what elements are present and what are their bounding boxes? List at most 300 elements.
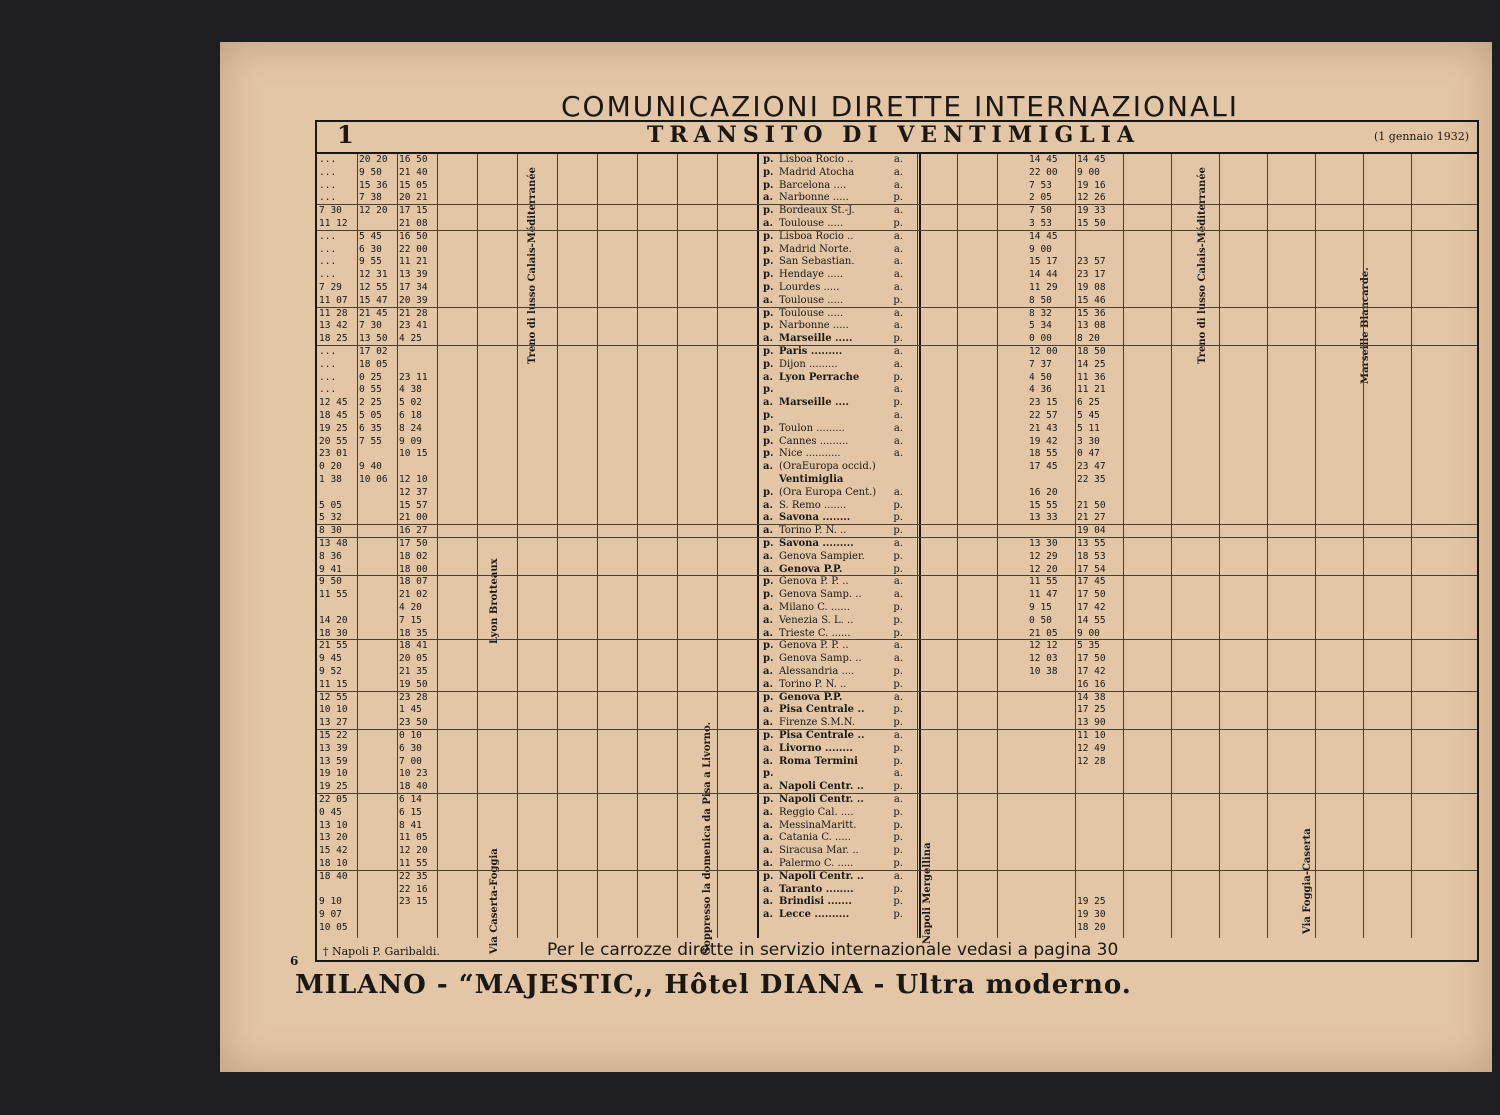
napoli-mergellina-label: Napoli Mergellina bbox=[922, 842, 933, 944]
time-cell: 8 20 bbox=[1077, 333, 1100, 345]
time-cell: ... bbox=[319, 243, 337, 255]
time-cell: 10 06 bbox=[359, 474, 388, 485]
time-cell: ... bbox=[319, 166, 337, 178]
station-name: Napoli Centr. .. bbox=[779, 870, 864, 882]
time-cell: 3 53 bbox=[1029, 218, 1052, 229]
time-cell: 12 55 bbox=[359, 282, 388, 293]
station-name: Genova Samp. .. bbox=[779, 653, 862, 665]
station-arr-dep: a. bbox=[893, 410, 903, 421]
time-cell: 8 32 bbox=[1029, 307, 1052, 319]
time-cell: 11 29 bbox=[1029, 282, 1058, 293]
time-cell: 13 39 bbox=[319, 742, 348, 754]
time-cell: 17 02 bbox=[359, 346, 388, 357]
time-cell: 15 55 bbox=[1029, 499, 1058, 511]
time-cell: 11 28 bbox=[319, 307, 348, 319]
station-dep-arr: p. bbox=[763, 794, 774, 805]
time-cell: 11 21 bbox=[1077, 384, 1106, 396]
time-cell: 11 47 bbox=[1029, 589, 1058, 601]
station-arr-dep: p. bbox=[893, 218, 903, 229]
station-name: (OraEuropa occid.) bbox=[779, 461, 876, 473]
section-divider bbox=[317, 793, 1477, 794]
time-cell: 5 45 bbox=[1077, 410, 1100, 421]
station-row bbox=[763, 192, 915, 203]
time-cell: 12 10 bbox=[399, 474, 428, 485]
station-row bbox=[763, 231, 915, 242]
station-column bbox=[757, 154, 921, 938]
time-cell: 17 54 bbox=[1077, 563, 1106, 575]
time-cell: 9 41 bbox=[319, 563, 342, 575]
time-cell: 15 46 bbox=[1077, 294, 1106, 306]
time-cell: 12 00 bbox=[1029, 346, 1058, 357]
time-cell: 16 50 bbox=[399, 230, 428, 242]
station-dep-arr: a. bbox=[763, 294, 773, 306]
luxury-train-label-right: Treno di lusso Calais-Méditerranée bbox=[1197, 166, 1208, 364]
station-row bbox=[763, 295, 915, 306]
station-arr-dep: a. bbox=[893, 243, 903, 255]
time-cell: 9 10 bbox=[319, 896, 342, 908]
station-name: Toulouse ..... bbox=[779, 294, 844, 306]
time-cell: 18 25 bbox=[319, 333, 348, 345]
section-divider bbox=[317, 230, 1477, 231]
time-cell: 15 22 bbox=[319, 730, 348, 741]
soppresso-label: Soppresso la domenica da Pisa a Livorno. bbox=[702, 721, 713, 954]
station-arr-dep: p. bbox=[893, 614, 903, 626]
section-divider bbox=[317, 204, 1477, 205]
station-row bbox=[763, 154, 915, 165]
station-name: Toulouse ..... bbox=[779, 307, 844, 319]
time-cell: 12 28 bbox=[1077, 755, 1106, 767]
station-row bbox=[763, 333, 915, 344]
time-cell: 12 20 bbox=[1029, 563, 1058, 575]
time-cell: 18 20 bbox=[1077, 922, 1106, 933]
time-cell: 3 30 bbox=[1077, 435, 1100, 447]
station-row bbox=[763, 858, 915, 869]
station-arr-dep: a. bbox=[893, 205, 903, 217]
time-cell: 21 35 bbox=[399, 666, 428, 677]
time-cell: 13 48 bbox=[319, 538, 348, 549]
time-cell: 7 38 bbox=[359, 192, 382, 204]
station-arr-dep: a. bbox=[893, 346, 903, 357]
station-row bbox=[763, 256, 915, 267]
time-cell: 0 55 bbox=[359, 384, 382, 396]
time-cell: 6 30 bbox=[399, 742, 422, 754]
station-dep-arr: a. bbox=[763, 717, 773, 729]
station-dep-arr: p. bbox=[763, 640, 774, 652]
time-cell: 19 25 bbox=[319, 422, 348, 434]
time-cell: 17 34 bbox=[399, 282, 428, 293]
station-row bbox=[763, 320, 915, 331]
time-cell: 6 15 bbox=[399, 806, 422, 818]
station-dep-arr: a. bbox=[763, 666, 773, 677]
station-row bbox=[763, 205, 915, 216]
via-foggia-label: Via Foggia-Caserta bbox=[1302, 828, 1313, 934]
station-dep-arr: a. bbox=[763, 563, 773, 575]
station-row bbox=[763, 909, 915, 920]
time-cell: 15 05 bbox=[399, 179, 428, 191]
time-cell: 0 50 bbox=[1029, 614, 1052, 626]
station-arr-dep: a. bbox=[893, 384, 903, 396]
time-cell: 12 29 bbox=[1029, 550, 1058, 562]
left_column-column bbox=[397, 154, 438, 938]
time-cell: 21 40 bbox=[399, 166, 428, 178]
time-cell: 13 90 bbox=[1077, 717, 1106, 729]
station-dep-arr: p. bbox=[763, 282, 774, 293]
station-row bbox=[763, 500, 915, 511]
station-name: Venezia S. L. .. bbox=[779, 614, 854, 626]
time-cell: 7 55 bbox=[359, 435, 382, 447]
time-cell: 5 32 bbox=[319, 512, 342, 524]
lyon-brotteaux-label: Lyon Brotteaux bbox=[489, 558, 500, 644]
station-name: Genova P. P. .. bbox=[779, 640, 849, 652]
station-row bbox=[763, 372, 915, 383]
station-dep-arr: a. bbox=[763, 602, 773, 613]
time-cell: 18 50 bbox=[1077, 346, 1106, 357]
time-cell: 9 45 bbox=[319, 653, 342, 665]
station-arr-dep: a. bbox=[893, 320, 903, 332]
time-cell: 17 25 bbox=[1077, 704, 1106, 716]
time-cell: 5 02 bbox=[399, 397, 422, 409]
table-number: 1 bbox=[337, 120, 354, 149]
station-dep-arr: p. bbox=[763, 768, 774, 780]
station-name: Torino P. N. .. bbox=[779, 678, 847, 690]
time-cell: 0 10 bbox=[399, 730, 422, 741]
station-arr-dep: a. bbox=[893, 691, 903, 703]
station-arr-dep: p. bbox=[893, 666, 903, 677]
station-name: Nice ........... bbox=[779, 448, 841, 460]
time-cell: 19 10 bbox=[319, 768, 348, 780]
station-arr-dep: a. bbox=[893, 422, 903, 434]
station-row bbox=[763, 679, 915, 690]
station-arr-dep: a. bbox=[893, 166, 903, 178]
time-cell: 21 05 bbox=[1029, 627, 1058, 639]
station-row bbox=[763, 448, 915, 459]
time-cell: 0 00 bbox=[1029, 333, 1052, 345]
station-dep-arr: p. bbox=[763, 422, 774, 434]
grid-column-rule bbox=[437, 154, 438, 938]
station-row bbox=[763, 384, 915, 395]
station-name: Torino P. N. .. bbox=[779, 525, 847, 537]
page-title: COMUNICAZIONI DIRETTE INTERNAZIONALI bbox=[561, 90, 1239, 123]
station-arr-dep: a. bbox=[893, 870, 903, 882]
station-name: Lecce .......... bbox=[779, 909, 850, 921]
station-row bbox=[763, 244, 915, 255]
station-name: Lisboa Rocio .. bbox=[779, 230, 854, 242]
time-cell: 13 55 bbox=[1077, 538, 1106, 549]
station-dep-arr: a. bbox=[763, 678, 773, 690]
station-dep-arr: a. bbox=[763, 614, 773, 626]
station-dep-arr: p. bbox=[763, 269, 774, 281]
station-row bbox=[763, 359, 915, 370]
station-row bbox=[763, 436, 915, 447]
time-cell: 9 40 bbox=[359, 461, 382, 473]
station-name: Barcelona .... bbox=[779, 179, 847, 191]
station-arr-dep: a. bbox=[893, 589, 903, 601]
station-row bbox=[763, 628, 915, 639]
section-divider bbox=[317, 345, 1477, 346]
time-cell: 14 20 bbox=[319, 614, 348, 626]
table-title: TRANSITO DI VENTIMIGLIA bbox=[647, 122, 1141, 148]
station-name: Roma Termini bbox=[779, 755, 858, 767]
station-dep-arr: a. bbox=[763, 704, 773, 716]
time-cell: 9 50 bbox=[359, 166, 382, 178]
advert-banner: MILANO - “MAJESTIC,, Hôtel DIANA - Ultra moderno. bbox=[295, 970, 1132, 1000]
time-cell: 9 52 bbox=[319, 666, 342, 677]
time-cell: 13 20 bbox=[319, 832, 348, 844]
station-row bbox=[763, 884, 915, 895]
station-row bbox=[763, 461, 915, 472]
time-cell: 23 15 bbox=[399, 896, 428, 908]
station-dep-arr: a. bbox=[763, 883, 773, 895]
station-arr-dep: p. bbox=[893, 294, 903, 306]
time-cell: 12 55 bbox=[319, 691, 348, 703]
station-row bbox=[763, 730, 915, 741]
station-dep-arr: a. bbox=[763, 218, 773, 229]
station-name: Genova P. P. .. bbox=[779, 576, 849, 588]
time-cell: 19 42 bbox=[1029, 435, 1058, 447]
station-name: Reggio Cal. .... bbox=[779, 806, 854, 818]
time-cell: 4 25 bbox=[399, 333, 422, 345]
station-row bbox=[763, 871, 915, 882]
station-row bbox=[763, 768, 915, 779]
time-cell: 16 27 bbox=[399, 525, 428, 537]
timetable-page bbox=[220, 42, 1492, 1072]
time-cell: 19 33 bbox=[1077, 205, 1106, 217]
time-cell: 17 50 bbox=[1077, 589, 1106, 601]
time-cell: 13 50 bbox=[359, 333, 388, 345]
time-cell: 14 44 bbox=[1029, 269, 1058, 281]
station-name: Lisboa Rocio .. bbox=[779, 154, 854, 165]
station-name: Madrid Norte. bbox=[779, 243, 852, 255]
station-arr-dep: a. bbox=[893, 230, 903, 242]
time-cell: 5 05 bbox=[359, 410, 382, 421]
time-cell: 18 53 bbox=[1077, 550, 1106, 562]
time-cell: 12 49 bbox=[1077, 742, 1106, 754]
station-dep-arr: a. bbox=[763, 755, 773, 767]
section-divider bbox=[317, 537, 1477, 538]
station-arr-dep: a. bbox=[893, 269, 903, 281]
time-cell: 20 05 bbox=[399, 653, 428, 665]
time-cell: 13 30 bbox=[1029, 538, 1058, 549]
time-cell: 18 07 bbox=[399, 576, 428, 588]
time-cell: 11 55 bbox=[319, 589, 348, 601]
time-cell: 5 45 bbox=[359, 230, 382, 242]
time-cell: ... bbox=[319, 346, 337, 357]
station-name: Lyon Perrache bbox=[779, 371, 860, 383]
station-arr-dep: a. bbox=[893, 794, 903, 805]
station-arr-dep: a. bbox=[893, 154, 903, 165]
time-cell: 21 43 bbox=[1029, 422, 1058, 434]
station-row bbox=[763, 640, 915, 651]
station-arr-dep: p. bbox=[893, 755, 903, 767]
time-cell: 2 25 bbox=[359, 397, 382, 409]
station-dep-arr: p. bbox=[763, 576, 774, 588]
station-dep-arr: p. bbox=[763, 589, 774, 601]
station-dep-arr: a. bbox=[763, 397, 773, 409]
grid-column-rule bbox=[917, 154, 918, 938]
time-cell: 16 50 bbox=[399, 154, 428, 165]
time-cell: 23 50 bbox=[399, 717, 428, 729]
station-row bbox=[763, 615, 915, 626]
station-name: Siracusa Mar. .. bbox=[779, 845, 859, 857]
station-row bbox=[763, 282, 915, 293]
notice: Per le carrozze dirette in servizio internazionale vedasi a pagina 30 bbox=[547, 940, 1119, 960]
station-dep-arr: a. bbox=[763, 832, 773, 844]
station-dep-arr: p. bbox=[763, 435, 774, 447]
station-row bbox=[763, 781, 915, 792]
station-dep-arr: p. bbox=[763, 730, 774, 741]
station-dep-arr: a. bbox=[763, 896, 773, 908]
grid-column-rule bbox=[557, 154, 558, 938]
time-cell: 23 11 bbox=[399, 371, 428, 383]
station-dep-arr: p. bbox=[763, 320, 774, 332]
grid-column-rule bbox=[1411, 154, 1412, 938]
station-dep-arr: a. bbox=[763, 909, 773, 921]
left_column-column bbox=[357, 154, 398, 938]
table-date: (1 gennaio 1932) bbox=[1374, 130, 1469, 143]
time-cell: 22 35 bbox=[1077, 474, 1106, 485]
station-row bbox=[763, 180, 915, 191]
time-cell: 0 25 bbox=[359, 371, 382, 383]
time-cell: 5 34 bbox=[1029, 320, 1052, 332]
time-cell: 17 45 bbox=[1077, 576, 1106, 588]
station-dep-arr: a. bbox=[763, 845, 773, 857]
time-cell: 21 28 bbox=[399, 307, 428, 319]
station-dep-arr: p. bbox=[763, 653, 774, 665]
station-name: S. Remo ....... bbox=[779, 499, 847, 511]
station-name: Trieste C. ...... bbox=[779, 627, 851, 639]
time-cell: 13 42 bbox=[319, 320, 348, 332]
station-row bbox=[763, 487, 915, 498]
time-cell: 19 16 bbox=[1077, 179, 1106, 191]
time-cell: 10 15 bbox=[399, 448, 428, 460]
station-dep-arr: a. bbox=[763, 742, 773, 754]
time-cell: 16 16 bbox=[1077, 678, 1106, 690]
station-name: Toulouse ..... bbox=[779, 218, 844, 229]
time-cell: 18 41 bbox=[399, 640, 428, 652]
time-cell: 9 00 bbox=[1029, 243, 1052, 255]
time-cell: 11 12 bbox=[319, 218, 348, 229]
station-row bbox=[763, 564, 915, 575]
time-cell: 13 10 bbox=[319, 819, 348, 831]
station-row bbox=[763, 423, 915, 434]
time-cell: ... bbox=[319, 230, 337, 242]
time-cell: 1 38 bbox=[319, 474, 342, 485]
station-dep-arr: p. bbox=[763, 154, 774, 165]
time-cell: 7 29 bbox=[319, 282, 342, 293]
time-cell: 9 50 bbox=[319, 576, 342, 588]
time-cell: 23 47 bbox=[1077, 461, 1106, 473]
station-name: Savona ......... bbox=[779, 538, 854, 549]
station-name: Paris ......... bbox=[779, 346, 843, 357]
station-arr-dep: a. bbox=[893, 538, 903, 549]
time-cell: 14 25 bbox=[1077, 358, 1106, 370]
station-arr-dep: a. bbox=[893, 435, 903, 447]
time-cell: ... bbox=[319, 269, 337, 281]
station-arr-dep: p. bbox=[893, 781, 903, 793]
station-name: Narbonne ..... bbox=[779, 192, 849, 204]
station-row bbox=[763, 512, 915, 523]
station-arr-dep: p. bbox=[893, 845, 903, 857]
time-cell: 9 09 bbox=[399, 435, 422, 447]
time-cell: 15 36 bbox=[1077, 307, 1106, 319]
time-cell: 14 55 bbox=[1077, 614, 1106, 626]
section-divider bbox=[317, 729, 1477, 730]
station-arr-dep: p. bbox=[893, 909, 903, 921]
station-arr-dep: a. bbox=[893, 576, 903, 588]
station-arr-dep: p. bbox=[893, 704, 903, 716]
station-row bbox=[763, 845, 915, 856]
station-dep-arr: p. bbox=[763, 691, 774, 703]
time-cell: 19 30 bbox=[1077, 909, 1106, 921]
station-row bbox=[763, 167, 915, 178]
time-cell: 18 10 bbox=[319, 858, 348, 869]
time-cell: ... bbox=[319, 256, 337, 268]
station-name: Napoli Centr. .. bbox=[779, 781, 864, 793]
grid-column-rule bbox=[1171, 154, 1172, 938]
station-row bbox=[763, 269, 915, 280]
station-arr-dep: p. bbox=[893, 333, 903, 345]
station-dep-arr: p. bbox=[763, 230, 774, 242]
station-name: Dijon ......... bbox=[779, 358, 838, 370]
station-row bbox=[763, 474, 915, 485]
station-arr-dep: a. bbox=[893, 256, 903, 268]
time-cell: 20 55 bbox=[319, 435, 348, 447]
station-row bbox=[763, 704, 915, 715]
station-dep-arr: a. bbox=[763, 192, 773, 204]
grid-column-rule bbox=[597, 154, 598, 938]
time-cell: 17 15 bbox=[399, 205, 428, 217]
time-cell: 13 08 bbox=[1077, 320, 1106, 332]
time-cell: 7 30 bbox=[359, 320, 382, 332]
station-name: Narbonne ..... bbox=[779, 320, 849, 332]
station-row bbox=[763, 346, 915, 357]
grid-column-rule bbox=[1363, 154, 1364, 938]
station-arr-dep: p. bbox=[893, 883, 903, 895]
station-arr-dep: a. bbox=[893, 640, 903, 652]
time-cell: 8 50 bbox=[1029, 294, 1052, 306]
time-cell: 14 45 bbox=[1029, 230, 1058, 242]
time-cell: 9 00 bbox=[1077, 166, 1100, 178]
station-name: Brindisi ....... bbox=[779, 896, 852, 908]
station-name: Catania C. ..... bbox=[779, 832, 851, 844]
time-cell: 17 50 bbox=[1077, 653, 1106, 665]
station-row bbox=[763, 525, 915, 536]
time-cell: 23 01 bbox=[319, 448, 348, 460]
time-cell: 0 20 bbox=[319, 461, 342, 473]
footnote: † Napoli P. Garibaldi. bbox=[323, 945, 440, 958]
time-cell: ... bbox=[319, 384, 337, 396]
time-cell: 23 15 bbox=[1029, 397, 1058, 409]
station-arr-dep: a. bbox=[893, 448, 903, 460]
right_column-column bbox=[1027, 154, 1076, 938]
time-cell: 17 42 bbox=[1077, 602, 1106, 613]
time-cell: 12 26 bbox=[1077, 192, 1106, 204]
station-dep-arr: p. bbox=[763, 307, 774, 319]
station-dep-arr: a. bbox=[763, 858, 773, 869]
time-cell: 22 57 bbox=[1029, 410, 1058, 421]
station-name: San Sebastian. bbox=[779, 256, 855, 268]
grid-column-rule bbox=[997, 154, 998, 938]
time-cell: 18 05 bbox=[359, 358, 388, 370]
time-cell: 4 50 bbox=[1029, 371, 1052, 383]
time-cell: 12 31 bbox=[359, 269, 388, 281]
station-row bbox=[763, 820, 915, 831]
time-cell: 11 07 bbox=[319, 294, 348, 306]
station-name: Hendaye ..... bbox=[779, 269, 844, 281]
station-row bbox=[763, 551, 915, 562]
grid-column-rule bbox=[677, 154, 678, 938]
station-arr-dep: p. bbox=[893, 742, 903, 754]
